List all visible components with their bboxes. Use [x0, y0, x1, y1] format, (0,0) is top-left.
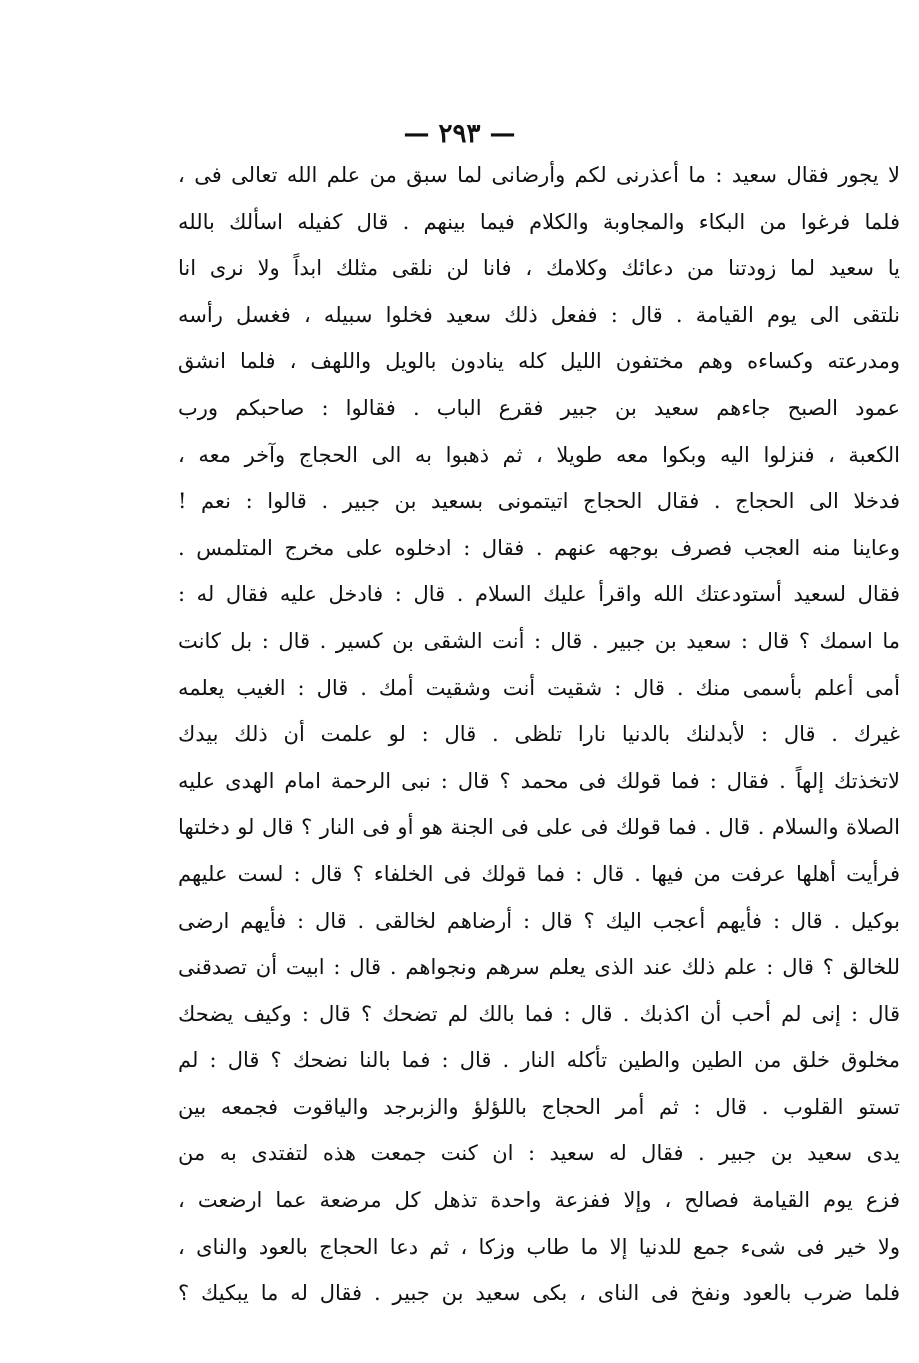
text-line: نلتقى الى يوم القيامة . قال : ففعل ذلك سعيد فخلوا سبيله ، فغسل رأسه: [178, 302, 900, 327]
page-number: — ٢٩٣ —: [403, 119, 516, 149]
text-line: ومدرعته وكساءه وهم مختفون الليل كله ينادون بالويل واللهف ، فلما انشق: [178, 349, 900, 374]
text-line: ما اسمك ؟ قال : سعيد بن جبير . قال : أنت الشقى بن كسير . قال : بل كانت: [178, 628, 900, 653]
text-line: وعاينا منه العجب فصرف بوجهه عنهم . فقال : ادخلوه على مخرج المتلمس .: [178, 535, 900, 560]
text-line: أمى أعلم بأسمى منك . قال : شقيت أنت وشقيت أمك . قال : الغيب يعلمه: [178, 675, 900, 700]
text-line: مخلوق خلق من الطين والطين تأكله النار . قال : فما بالنا نضحك ؟ قال : لم: [178, 1048, 900, 1073]
text-line: فلما ضرب بالعود ونفخ فى الناى ، بكى سعيد بن جبير . فقال له ما يبكيك ؟: [178, 1281, 900, 1306]
text-line: فدخلا الى الحجاج . فقال الحجاج اتيتمونى بسعيد بن جبير . قالوا : نعم !: [178, 489, 900, 514]
text-line: لا يجور فقال سعيد : ما أعذرنى لكم وأرضانى لما سبق من علم الله تعالى فى ،: [178, 163, 900, 187]
text-line: بوكيل . قال : فأيهم أعجب اليك ؟ قال : أرضاهم لخالقى . قال : فأيهم ارضى: [178, 908, 900, 933]
text-line: غيرك . قال : لأبدلنك بالدنيا نارا تلظى . قال : لو علمت أن ذلك بيدك: [178, 722, 900, 747]
text-line: فقال لسعيد أستودعتك الله واقرأ عليك السلام . قال : فادخل عليه فقال له :: [178, 582, 900, 607]
text-line: تستو القلوب . قال : ثم أمر الحجاج باللؤلؤ والزبرجد والياقوت فجمعه بين: [178, 1094, 900, 1119]
page-text-body: [178, 152, 900, 1317]
text-line: فرأيت أهلها عرفت من فيها . قال : فما قولك فى الخلفاء ؟ قال : لست عليهم: [178, 861, 900, 886]
text-line: يدى سعيد بن جبير . فقال له سعيد : ان كنت جمعت هذه لتفتدى به من: [178, 1141, 900, 1166]
text-line: الصلاة والسلام . قال . فما قولك فى على فى الجنة هو أو فى النار ؟ قال لو دخلتها: [178, 815, 900, 840]
text-line: للخالق ؟ قال : علم ذلك عند الذى يعلم سرهم ونجواهم . قال : ابيت أن تصدقنى: [178, 955, 900, 980]
text-line: الكعبة ، فنزلوا اليه وبكوا معه طويلا ، ثم ذهبوا به الى الحجاج وآخر معه ،: [178, 442, 900, 467]
text-line: فلما فرغوا من البكاء والمجاوبة والكلام فيما بينهم . قال كفيله اسألك بالله: [178, 209, 900, 234]
text-line: قال : إنى لم أحب أن اكذبك . قال : فما بالك لم تضحك ؟ قال : وكيف يضحك: [178, 1001, 900, 1026]
text-line: لاتخذتك إلهاً . فقال : فما قولك فى محمد ؟ قال : نبى الرحمة امام الهدى عليه: [178, 768, 900, 793]
text-line: فزع يوم القيامة فصالح ، وإلا ففزعة واحدة تذهل كل مرضعة عما ارضعت ،: [178, 1188, 900, 1213]
text-line: ولا خير فى شىء جمع للدنيا إلا ما طاب وزكا ، ثم دعا الحجاج بالعود والناى ،: [178, 1234, 900, 1259]
text-line: يا سعيد لما زودتنا من دعائك وكلامك ، فانا لن نلقى مثلك ابداً ولا نرى انا: [178, 256, 900, 281]
text-line: عمود الصبح جاءهم سعيد بن جبير فقرع الباب . فقالوا : صاحبكم ورب: [178, 395, 900, 420]
